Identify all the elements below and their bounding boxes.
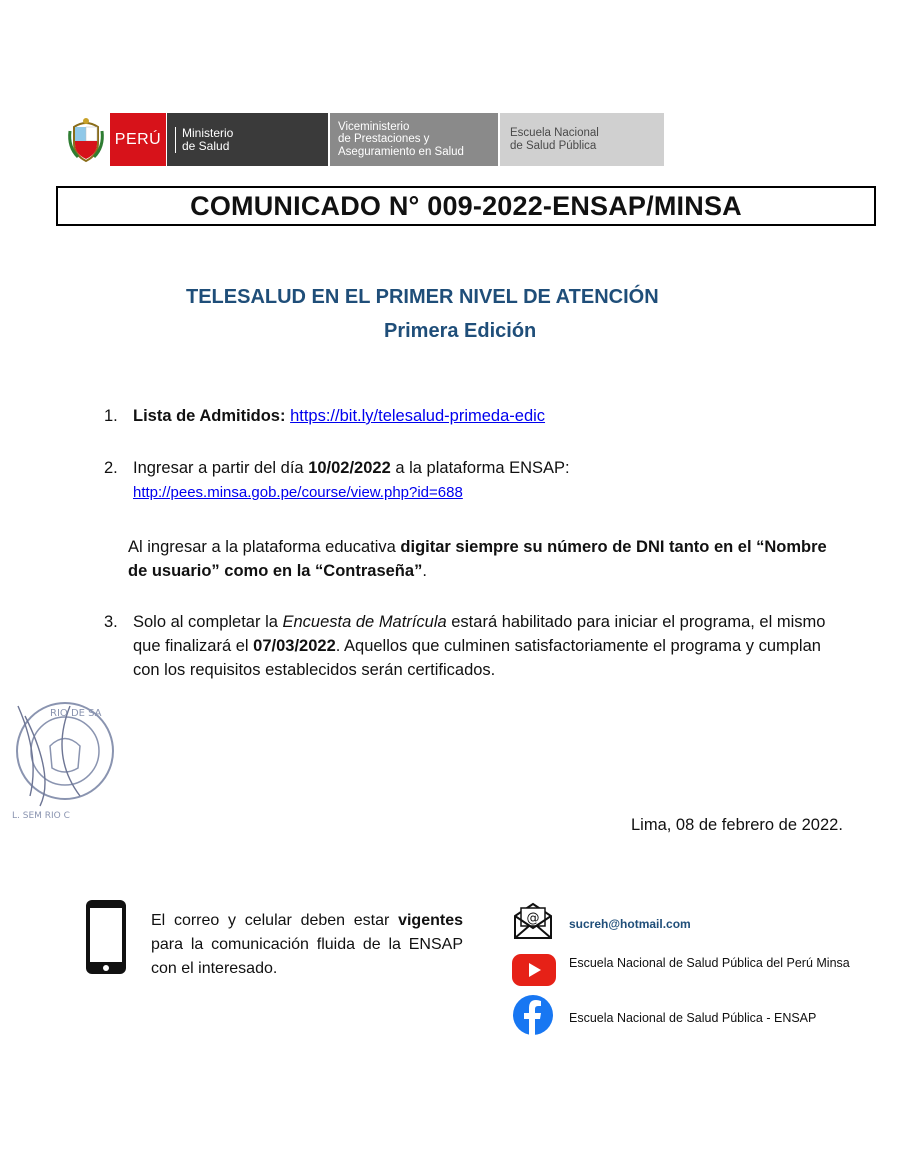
- email-address[interactable]: sucreh@hotmail.com: [569, 917, 691, 931]
- youtube-channel[interactable]: Escuela Nacional de Salud Pública del Perú Minsa: [569, 956, 850, 970]
- escuela-line-2: de Salud Pública: [510, 139, 597, 152]
- facebook-page[interactable]: Escuela Nacional de Salud Pública - ENSAP: [569, 1011, 817, 1025]
- item-2-pre: Ingresar a partir del día: [133, 459, 309, 477]
- course-edition: Primera Edición: [384, 320, 537, 342]
- header-logo-bar: [62, 113, 672, 166]
- title-box: [56, 186, 876, 226]
- facebook-icon: [512, 994, 554, 1041]
- note-bold: digitar siempre su número de DNI tanto en el “Nombre de usuario” como en la “Contraseña”: [128, 538, 827, 580]
- ministerio-label: [166, 113, 328, 166]
- email-icon: [512, 900, 554, 945]
- login-note: [128, 535, 828, 583]
- item-number: 2.: [104, 459, 118, 477]
- item-3-post: . Aquellos que culminen satisfactoriamente el programa y cumplan con los requisitos establecidos serán certificados.: [133, 637, 821, 679]
- peru-label: PERÚ: [110, 113, 166, 166]
- document-date: Lima, 08 de febrero de 2022.: [631, 816, 843, 834]
- page-title: COMUNICADO N° 009-2022-ENSAP/MINSA: [190, 190, 742, 221]
- vice-line-1: Viceministerio: [338, 120, 410, 133]
- stamp-bottom-text: L. SEM RIO C: [12, 811, 70, 821]
- item-number: 1.: [104, 407, 118, 425]
- vice-line-3: Aseguramiento en Salud: [338, 145, 464, 158]
- contact-bold: vigentes: [398, 912, 463, 929]
- youtube-icon: [512, 954, 556, 991]
- peru-crest-icon: [62, 113, 110, 166]
- stamp-top-text: RIO DE SA: [50, 708, 102, 719]
- vice-line-2: de Prestaciones y: [338, 133, 430, 146]
- admitted-list-link[interactable]: https://bit.ly/telesalud-primeda-edic: [290, 407, 546, 425]
- platform-link[interactable]: http://pees.minsa.gob.pe/course/view.php?id=688: [133, 484, 463, 501]
- course-title: TELESALUD EN EL PRIMER NIVEL DE ATENCIÓN: [186, 286, 659, 308]
- item-3-pre: Solo al completar la: [133, 613, 283, 631]
- survey-name: Encuesta de Matrícula: [282, 613, 447, 631]
- item-2-post: a la plataforma ENSAP:: [390, 459, 570, 477]
- note-post: .: [422, 562, 427, 580]
- phone-icon: [84, 898, 128, 981]
- end-date: 07/03/2022: [253, 637, 336, 655]
- official-stamp: [10, 696, 115, 826]
- ministerio-line-1: Ministerio: [182, 125, 234, 140]
- escuela-line-1: Escuela Nacional: [510, 127, 599, 139]
- note-pre: Al ingresar a la plataforma educativa: [128, 538, 401, 556]
- svg-text:@: @: [526, 911, 540, 926]
- contact-post: para la comunicación fluida de la ENSAP con el interesado.: [151, 936, 463, 977]
- start-date: 10/02/2022: [308, 459, 391, 477]
- escuela-label: [500, 113, 664, 166]
- contact-notice: [151, 909, 463, 981]
- ministerio-line-2: de Salud: [182, 138, 230, 153]
- viceministerio-label: [330, 113, 498, 166]
- contact-pre: El correo y celular deben estar: [151, 912, 399, 929]
- admitted-list-label: Lista de Admitidos:: [133, 407, 286, 425]
- item-number: 3.: [104, 613, 118, 631]
- item-3-mid: estará habilitado para iniciar el programa, el mismo que finalizará el: [133, 613, 826, 655]
